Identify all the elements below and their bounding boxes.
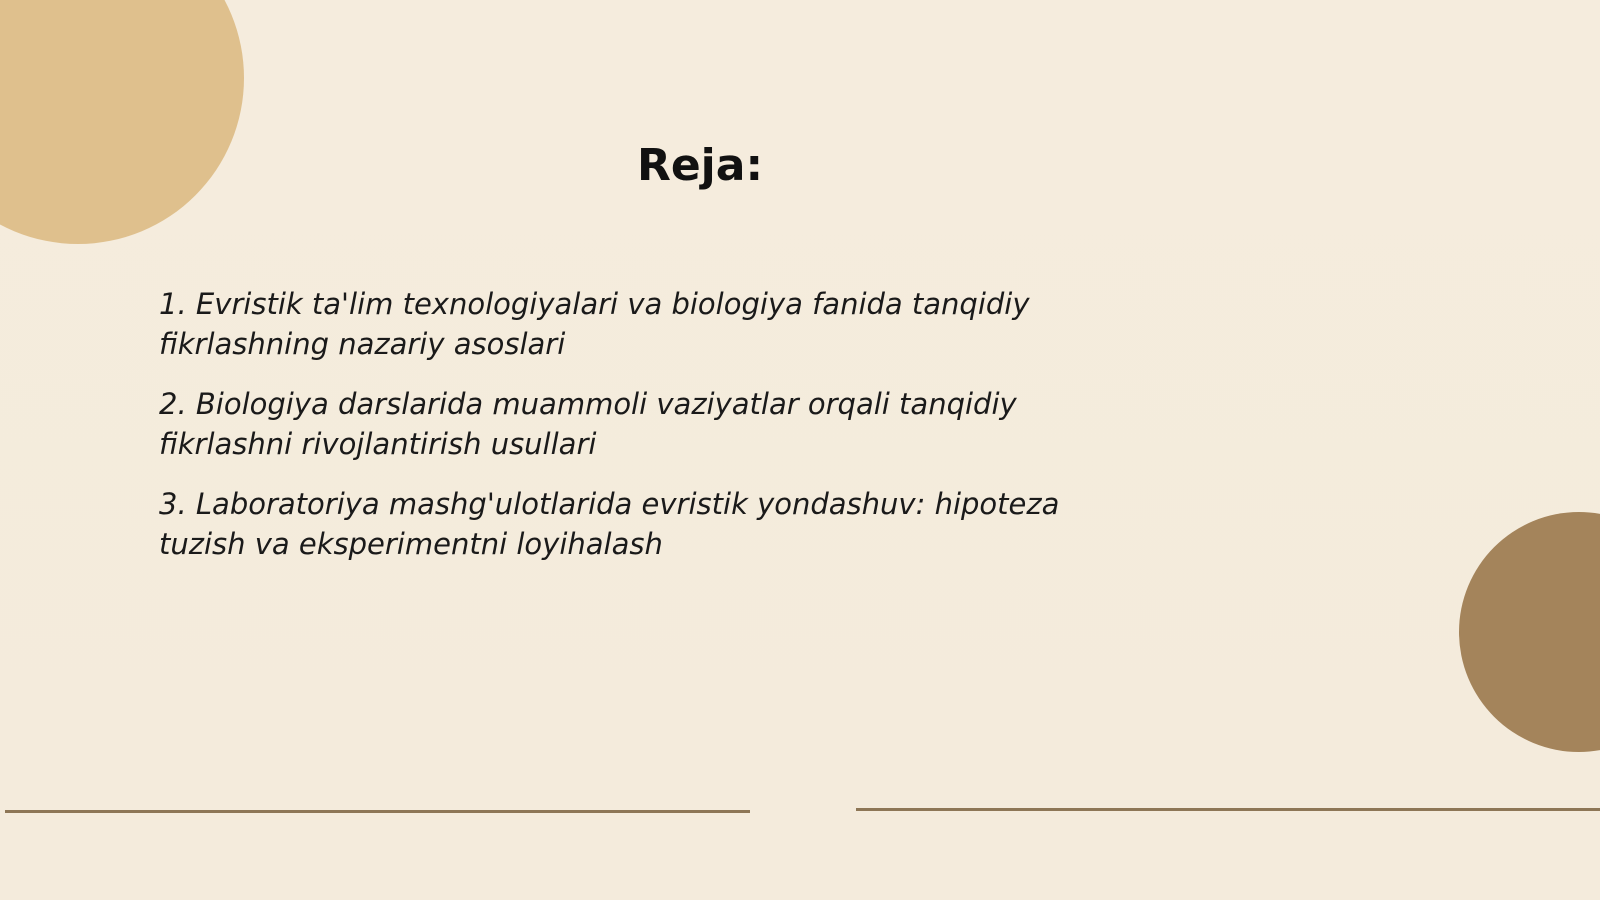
decorative-circle-right	[1459, 512, 1600, 752]
plan-item-2: 2. Biologiya darslarida muammoli vaziyatlar orqali tanqidiy fikrlashni rivojlantirish usullari	[159, 387, 1017, 461]
plan-list	[159, 284, 1119, 584]
plan-item-3: 3. Laboratoriya mashg'ulotlarida evristik yondashuv: hipoteza tuzish va eksperimentni loyihalash	[159, 487, 1060, 561]
plan-item-1: 1. Evristik ta'lim texnologiyalari va biologiya fanida tanqidiy fikrlashning nazariy asoslari	[159, 287, 1030, 361]
divider-line-left	[5, 810, 750, 813]
divider-line-right	[856, 808, 1600, 811]
decorative-circle-top-left	[0, 0, 244, 244]
slide-title: Reja:	[636, 140, 764, 191]
